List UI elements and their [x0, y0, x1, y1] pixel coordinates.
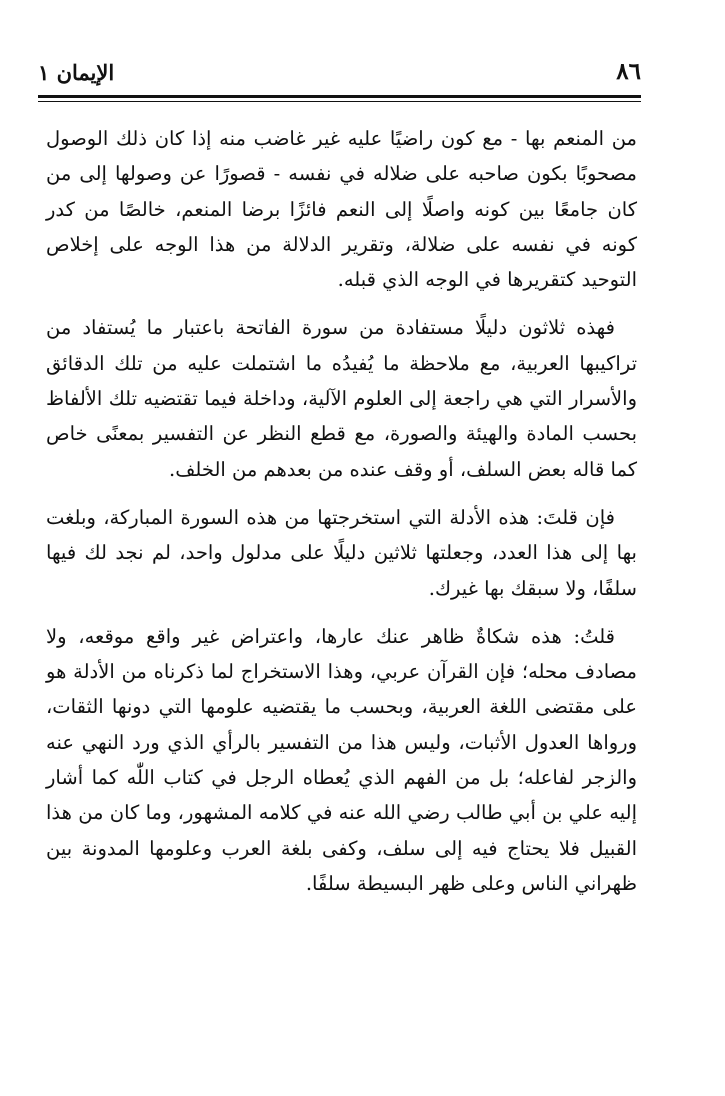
- paragraph-1: من المنعم بها - مع كون راضيًا عليه غير غاضب منه إذا كان ذلك الوصول مصحوبًا بكون صاحبه على ضلاله في نفسه - قصورًا عن وصولها إلى من كان جامعًا بين كونه واصلًا إلى النعم فائزًا برضا المنعم، خالصًا من كدر كونه في نفسه على ضلالة، وتقرير الدلالة من هذا الوجه على إخلاص التوحيد كتقريرها في الوجه الذي قبله.: [46, 127, 637, 292]
- header-rule-thin: [38, 101, 641, 102]
- header-rule-thick: [38, 95, 641, 98]
- paragraph-4: قلتُ: هذه شكاةٌ ظاهر عنك عارها، واعتراض غير واقع موقعه، ولا مصادف محله؛ فإن القرآن عربي، وهذا الاستخراج لما ذكرناه من الأدلة هو على مقتضى اللغة العربية، وبحسب ما يقتضيه علومها التي دونها الثقات، ورواها العدول الأثبات، وليس هذا من التفسير بالرأي الذي ورد النهي عنه والزجر لفاعله؛ بل من الفهم الذي يُعطاه الرجل في كتاب اللّٰه كما أشار إليه علي بن أبي طالب رضي الله عنه في كلامه المشهور، وما كان من هذا القبيل فلا يحتاج فيه إلى سلف، وكفى بلغة العرب وعلومها المدونة بين ظهراني الناس وعلى ظهر البسيطة سلفًا.: [46, 624, 637, 895]
- body-text: [46, 121, 637, 914]
- running-title: الإيمان ١: [38, 60, 115, 85]
- paragraph-3: فإن قلتَ: هذه الأدلة التي استخرجتها من هذه السورة المباركة، وبلغت بها إلى هذا العدد، وجعلتها ثلاثين دليلًا على مدلول واحد، لم نجد لك فيها سلفًا، ولا سبقك بها غيرك.: [46, 505, 637, 600]
- running-header: [38, 58, 641, 92]
- page-number: ٨٦: [616, 58, 641, 85]
- paragraph-2: فهذه ثلاثون دليلًا مستفادة من سورة الفاتحة باعتبار ما يُستفاد من تراكيبها العربية، مع ملاحظة ما يُفيدُه ما اشتملت عليه من تلك الدقائق والأسرار التي هي راجعة إلى العلوم الآلية، وداخلة فيما تقتضيه تلك الألفاظ بحسب المادة والهيئة والصورة، مع قطع النظر عن التفسير بمعنًى خاص كما قاله بعض السلف، أو وقف عنده من بعدهم من الخلف.: [46, 316, 637, 481]
